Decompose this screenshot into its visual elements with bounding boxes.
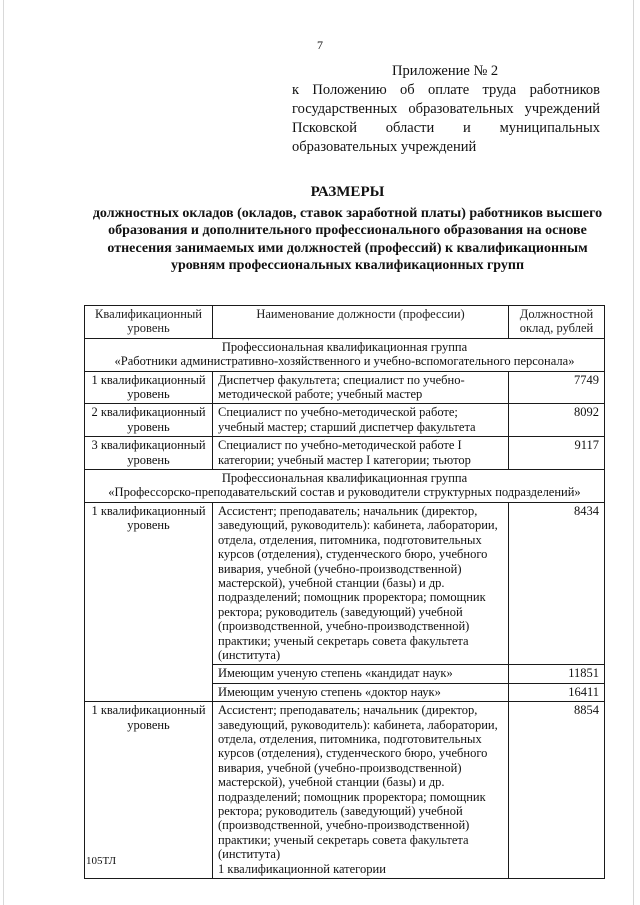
salary-table [84,305,605,879]
heading-title: РАЗМЕРЫ [310,184,385,200]
positions-cell: Специалист по учебно-методической работе; учебный мастер; старший диспетчер факультета [213,404,509,437]
group1-title [85,338,605,371]
table-row [85,404,605,437]
group-row [85,470,605,503]
appendix-block [292,62,600,157]
table-row [85,371,605,404]
group1-line1: Профессиональная квалификационная группа [221,339,468,354]
scan-edge-left [3,0,4,905]
level-cell: 1 квалификационный уровень [85,371,213,404]
heading-subtitle: должностных окладов (окладов, ставок заработной платы) работников высшего образования и дополнительного профессионального образования на основе отнесения занимаемых ими должностей (профессий) к квалификационным уровням профессиональных квалификационных групп [92,205,603,273]
table-row [85,702,605,879]
group2-title [85,470,605,503]
group2-line2: «Профессорско-преподавательский состав и руководители структурных подразделений» [108,485,581,500]
document-heading [90,184,605,275]
salary-cell: 8092 [509,404,605,437]
header-position: Наименование должности (профессии) [213,306,509,339]
salary-cell: 7749 [509,371,605,404]
table-row [85,502,605,664]
salary-cell: 11851 [509,665,605,683]
group1-line2: «Работники административно-хозяйственного и учебно-вспомогательного персонала» [114,354,575,369]
group2-line1: Профессиональная квалификационная группа [221,471,468,486]
footer-code: 105ТЛ [86,855,117,867]
positions-cell: Специалист по учебно-методической работе I категории; учебный мастер I категории; тьютор [213,437,509,470]
positions-text: Ассистент; преподаватель; начальник (директор, заведующий, руководитель): кабинета, лаборатории, отдела, отделения, питомника, подготовительных курсов (отделения), студенческого бюро, учебного вивария, учебной (учебно-производственной) мастерской), учебной станции (базы) и др. подразделений; помощник проректора; помощник ректора; руководитель (заведующий) учебной (производственной, учебно-производственной) практики; ученый секретарь совета факультета (института) [218,703,498,862]
degree-doctor-cell: Имеющим ученую степень «доктор наук» [213,683,509,701]
level-cell: 2 квалификационный уровень [85,404,213,437]
level-cell: 3 квалификационный уровень [85,437,213,470]
positions-cell [213,702,509,879]
category-text: 1 квалификационной категории [218,861,386,876]
table-row [85,437,605,470]
salary-cell: 16411 [509,683,605,701]
salary-cell: 8434 [509,502,605,664]
group-row [85,338,605,371]
appendix-title: Приложение № 2 [392,63,499,79]
salary-cell: 9117 [509,437,605,470]
salary-cell: 8854 [509,702,605,879]
appendix-text: к Положению об оплате труда работников государственных образовательных учреждений Псковской области и муниципальных образовательных учреждений [292,82,600,155]
positions-cell: Ассистент; преподаватель; начальник (директор, заведующий, руководитель): кабинета, лаборатории, отдела, отделения, питомника, подготовительных курсов (отделения), студенческого бюро, учебного вивария, учебной (учебно-производственной) мастерской), учебной станции (базы) и др. подразделений; помощник проректора; помощник ректора; руководитель (заведующий) учебной (производственной, учебно-производственной) практики; ученый секретарь совета факультета (института) [213,502,509,664]
level-cell: 1 квалификационный уровень [85,702,213,879]
header-salary: Должностной оклад, рублей [509,306,605,339]
degree-candidate-cell: Имеющим ученую степень «кандидат наук» [213,665,509,683]
page-number: 7 [317,38,323,52]
scan-edge-right [633,0,634,905]
level-cell: 1 квалификационный уровень [85,502,213,701]
header-level: Квалификационный уровень [85,306,213,339]
table-header-row [85,306,605,339]
positions-cell: Диспетчер факультета; специалист по учебно-методической работе; учебный мастер [213,371,509,404]
